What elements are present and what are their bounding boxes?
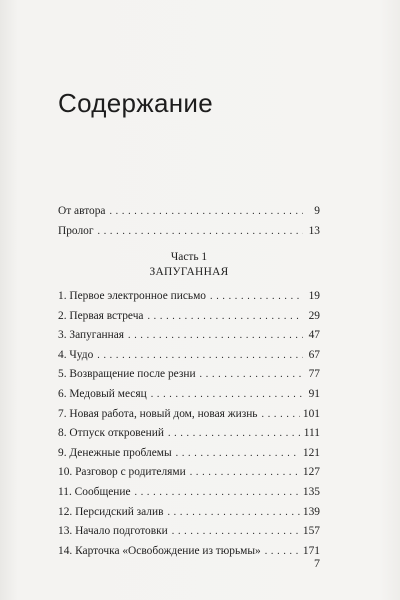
toc-leader-dots bbox=[200, 365, 303, 385]
toc-entry bbox=[58, 444, 320, 464]
toc-entry bbox=[58, 287, 320, 307]
toc-entry bbox=[58, 222, 320, 242]
toc-entry-label: 10. Разговор с родителями bbox=[58, 466, 186, 479]
page-title: Содержание bbox=[58, 88, 213, 118]
toc-leader-dots bbox=[97, 346, 303, 366]
toc-entry bbox=[58, 424, 320, 444]
toc-leader-dots bbox=[147, 307, 303, 327]
toc-entry bbox=[58, 463, 320, 483]
toc-leader-dots bbox=[210, 287, 303, 307]
toc-entry-label: 1. Первое электронное письмо bbox=[58, 290, 206, 302]
toc-entry-label: 8. Отпуск откровений bbox=[58, 427, 164, 440]
toc-entry-page: 29 bbox=[308, 309, 320, 322]
chapter-list bbox=[58, 287, 320, 561]
toc-entry-label: Пролог bbox=[58, 224, 94, 237]
page-number: 7 bbox=[314, 556, 320, 570]
toc-entry bbox=[58, 542, 320, 562]
toc-entry-page: 127 bbox=[302, 466, 320, 479]
toc-entry-page: 121 bbox=[302, 446, 320, 459]
toc-leader-dots bbox=[135, 483, 300, 503]
toc-leader-dots bbox=[109, 202, 303, 222]
toc-entry bbox=[58, 503, 320, 523]
toc-entry-page: 47 bbox=[308, 329, 320, 342]
toc-entry-label: 13. Начало подготовки bbox=[58, 525, 168, 538]
toc-entry bbox=[58, 326, 320, 346]
toc-entry bbox=[58, 385, 320, 405]
toc-entry-page: 91 bbox=[308, 387, 320, 400]
toc-entry-label: 6. Медовый месяц bbox=[58, 387, 147, 400]
toc-entry bbox=[58, 346, 320, 366]
toc-entry bbox=[58, 202, 320, 222]
toc-leader-dots bbox=[262, 405, 300, 425]
toc-leader-dots bbox=[190, 463, 300, 483]
toc-entry-label: 3. Запуганная bbox=[58, 329, 125, 342]
toc-entry-page: 13 bbox=[308, 224, 320, 237]
toc-entry-label: 9. Денежные проблемы bbox=[58, 446, 172, 459]
toc-entry-page: 171 bbox=[302, 544, 320, 557]
toc-entry-page: 157 bbox=[302, 525, 320, 538]
part-label: Часть 1 bbox=[170, 251, 208, 263]
toc-entry bbox=[58, 405, 320, 425]
toc-entry-page: 111 bbox=[303, 427, 320, 440]
toc-leader-dots bbox=[265, 542, 300, 562]
toc-entry-label: От автора bbox=[58, 205, 106, 217]
toc-leader-dots bbox=[168, 424, 301, 444]
part-heading bbox=[58, 250, 320, 280]
toc-entry-label: 2. Первая встреча bbox=[58, 309, 144, 322]
toc-leader-dots bbox=[167, 503, 299, 523]
toc-entry-label: 7. Новая работа, новый дом, новая жизнь bbox=[58, 407, 258, 420]
toc-entry-page: 67 bbox=[308, 348, 320, 361]
toc-entry-page: 9 bbox=[314, 205, 320, 217]
toc-entry-page: 19 bbox=[308, 290, 320, 302]
toc-entry-label: 4. Чудо bbox=[58, 348, 94, 361]
toc-entry-page: 139 bbox=[302, 505, 320, 518]
toc-entry-label: 12. Персидский залив bbox=[58, 505, 164, 518]
toc-entry-label: 5. Возвращение после резни bbox=[58, 368, 196, 381]
part-title: ЗАПУГАННАЯ bbox=[149, 266, 229, 278]
toc-entry bbox=[58, 307, 320, 327]
toc-leader-dots bbox=[98, 222, 303, 242]
toc-entry bbox=[58, 483, 320, 503]
toc-entry-page: 77 bbox=[308, 368, 320, 381]
toc-leader-dots bbox=[128, 326, 303, 346]
toc-entry-label: 14. Карточка «Освобождение из тюрьмы» bbox=[58, 544, 261, 557]
toc-leader-dots bbox=[176, 444, 300, 464]
toc-entry-page: 101 bbox=[302, 407, 320, 420]
toc-entry bbox=[58, 522, 320, 542]
front-matter-list bbox=[58, 202, 320, 241]
toc-entry-label: 11. Сообщение bbox=[58, 485, 131, 498]
toc-leader-dots bbox=[172, 522, 300, 542]
toc-entry-page: 135 bbox=[302, 485, 320, 498]
toc-entry bbox=[58, 365, 320, 385]
toc-leader-dots bbox=[151, 385, 303, 405]
